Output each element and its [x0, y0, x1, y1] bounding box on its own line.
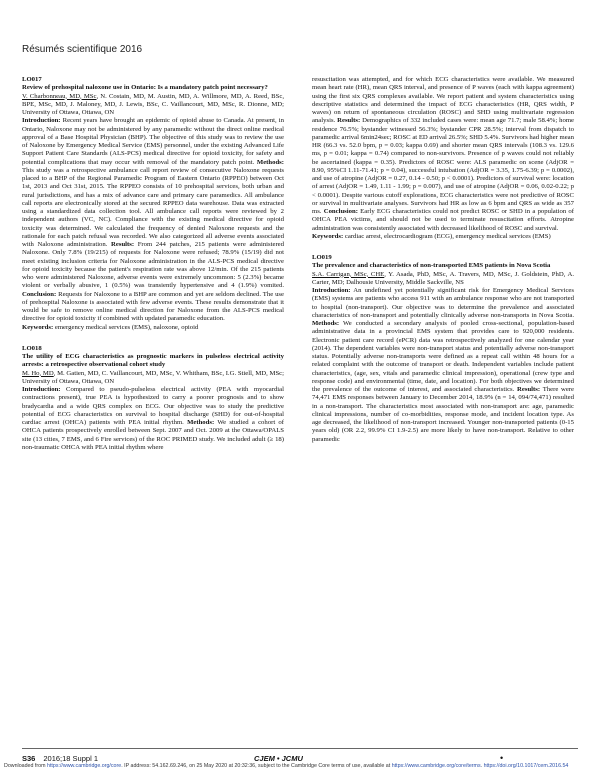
left-column	[22, 76, 284, 452]
abstract-authors	[22, 370, 284, 387]
download-notice	[4, 763, 596, 769]
abstract-body	[22, 386, 284, 452]
section-text: From 244 patches, 215 patients were administered Naloxone. Only 7.8% (19/215) of requests for Naloxone were refused; 78.9% (15/19) did not meet existing inclusion criteria for Naloxone administration in the ALS-PCS medical directive for opioid toxicity because the patient's respiration rate was above 12/min. Of the 215 patients who were administered Naloxone, adverse events were extremely uncommon: 5 (2.3%) became violent or verbally abusive, 1 (0.5%) was transiently hypertensive and 4 (1.9%) vomited.	[22, 241, 284, 290]
keywords-label: Keywords:	[312, 232, 344, 240]
running-header: Résumés scientifique 2016	[22, 44, 143, 55]
section-text: Compared to pseudo-pulseless electrical activity (PEA with myocardial contractions present), true PEA is hypothesized to carry a poorer prognosis and to show bradycardia and a wide QRS complex on ECG. Our objective was to study the predictive potential of ECG characteristics on survival to hospital discharge (SHD) for out-of-hospital cardiac arrest (OHCA) patients with PEA initial rhythm.	[22, 386, 284, 426]
abstract-id: LO017	[22, 76, 42, 83]
section-label: Methods:	[256, 158, 285, 166]
co-authors: , N. Costain, MD, M. Austin, MD, A. Willmore, MD, A. Reed, BSc, BPE, MSc, MD, J. Maloney, MD, J. Lewis, BSc, C. Vaillancourt, MD, MSc, R. Dionne, MD; University of Ottawa, Ottawa, ON	[22, 92, 284, 116]
keywords-label: Keywords:	[22, 323, 54, 331]
abstract-body	[312, 287, 574, 444]
section-text: We conducted a secondary analysis of pooled cross-sectional, population-based administrative data in a provincial EMS system that provides care to 920,000 residents. Electronic patient care record (ePCR) data was retrospectively analyzed for one calendar year (2014). The dependent variables were non-transport status and potentially adverse non-transport status. Potentially adverse non-transports were defined as a repeat call within 48 hours for a related complaint with the outcome of transport or death. Independent variables include patient characteristics, (age, sex, vitals and paramedic clinical impression), operational (crew type and response code) and environmental (time, date, and location). For both objectives we determined the prevalence of the outcome of interest, and associated characteristics.	[312, 320, 574, 393]
section-label: Conclusion:	[323, 208, 358, 215]
abstract-id: LO018	[22, 344, 42, 352]
abstract-keywords	[312, 233, 574, 241]
section-label: Results:	[517, 386, 541, 393]
section-text: Recent years have brought an epidemic of opioid abuse to Canada. At present, in Ontario, Naloxone may not be administered by any paramedic without the direct online medical approval of a Base Hospital Physician (BHP). The objective of this study was to review the use of Naloxone by Emergency Medical Service (EMS) personnel, under the existing Advanced Life Support Patient Care Standards (ALS-PCS) medical directive for opioid toxicity, for safety and potential complications that may occur with removal of the mandatory patch point.	[22, 117, 284, 166]
section-label: Methods:	[187, 419, 215, 426]
co-authors: , M. Gatien, MD, C. Vaillancourt, MD, MSc, V. Whitham, BSc, I.G. Stiell, MD, MSc; University of Ottawa, Ottawa, ON	[22, 369, 284, 385]
cambridge-core-link[interactable]: https://www.cambridge.org/core	[47, 763, 122, 769]
section-label: Introduction:	[312, 287, 351, 294]
journal-name: CJEM • JCMU	[254, 754, 303, 763]
abstract-title: The utility of ECG characteristics as prognostic markers in pulseless electrical activity arrests: a retrospective observational cohort study	[22, 353, 284, 369]
footer-divider	[22, 748, 578, 749]
abstract-title: Review of prehospital naloxone use in Ontario: Is a mandatory patch point necessary?	[22, 84, 268, 92]
page-number: S36	[22, 754, 36, 763]
abstract-keywords	[22, 324, 284, 332]
co-authors: , Y. Asada, PhD, MSc, A. Travers, MD, MSc, J. Goldstein, PhD, A. Carter, MD; Dalhousie University, Middle Sackville, NS	[312, 270, 574, 286]
presenting-author: M. Ho, MD	[22, 369, 54, 377]
abstract-authors	[22, 93, 284, 118]
page-footer	[22, 754, 578, 763]
presenting-author: V. Charbonneau, MD, MSc	[22, 92, 97, 100]
presenting-author: S.A. Carrigan, MSc, CHE	[312, 270, 385, 278]
section-text: We studied a cohort of OHCA patients prospectively enrolled between Sept. 2007 and Oct. 2009 at the Ottawa/OPALS site (13 cities, 7 EMS, and 6 Fire services) of the ROC PRIMED study. We included adult (≥ 18) non-traumatic OHCA with PEA initial rhythm where	[22, 419, 284, 451]
section-text: Demographics of 332 included cases were: mean age 71.7; male 58.4%; home residence 76.5%; bystander witnessed 56.3%; bystander CPR 28.5%; interval from dispatch to paramedic arrival 6min24sec; ROSC at ED arrival 26.5%; SHD 5.4%. Survivors had higher mean HR (66.3 vs. 52.0 bpm, p = 0.03; kappa 0.69) and shorter mean QRS intervals (108.3 vs. 129.6 ms, p = 0.01; kappa = 0.74) compared to non-survivors. Presence of p waves could not reliably be ascertained (kappa = 0.35). Predictors of ROSC were: ALS paramedic on scene (AdjOR = 8.90, 95%CI 1.11-71.41; p = 0.04), successful intubation (AdjOR = 3.35, 1.75-6.39; p = 0.0002), and use of atropine (AdjOR = 0.27, 0.14 - 0.50; p < 0.0001). Predictors of survival were: location of arrest (AdjOR = 1.49, 1.11 - 1.99; p = 0.007), and use of atropine (AdjOR = 0.06, 0.02-0.22; p < 0.0001). Despite various cutoff explorations, ECG characteristics were not predictive of ROSC or survival in multivariate analyses. Survivors had HR as low as 6 bpm and QRS as wide as 357 ms.	[312, 117, 575, 215]
abstract-body	[22, 117, 284, 323]
section-label: Methods:	[312, 320, 340, 327]
download-text: Downloaded from	[4, 763, 47, 769]
abstract-title: The prevalence and characteristics of non-transported EMS patients in Nova Scotia	[312, 262, 551, 270]
section-text: This study was a retrospective ambulance call report review of consecutive Naloxone requests placed to a BHP of the Regional Paramedic Program of Eastern Ontario (RPPEO) between Oct 1st, 2013 and Oct 31st, 2015. The RPPEO consists of 10 prehospital services, both urban and rural jurisdictions, and has a mix of advance care and primary care paramedics. All ambulance call reports are electronically stored at the secured RPPEO data warehouse. Data was extracted using a standardized data collection tool. All ambulance call reports were reviewed by 2 independent authors (VC, NC). Compliance with the existing medical directive for opioid toxicity was determined. We calculated the frequency of denied Naloxone requests and the rationale for each patch refusal was recorded. We also categorized all adverse events associated with Naloxone administration.	[22, 166, 284, 248]
abstract-body-continued	[312, 76, 574, 233]
issue-info: 2016;18 Suppl 1	[43, 754, 98, 763]
section-label: Introduction:	[22, 386, 61, 393]
terms-link[interactable]: https://www.cambridge.org/core/terms	[391, 763, 481, 769]
bullet-icon: •	[500, 753, 504, 763]
section-text: An undefined yet potentially significant risk for Emergency Medical Services (EMS) systems are patients who access 911 with an ambulance response who are not transported to hospital (non-transport). Our objective was to determine the prevalence and associated characteristics of non-transport and potentially clinically adverse non-transports in Nova Scotia.	[312, 287, 574, 319]
doi-link[interactable]: https://doi.org/10.1017/cem.2016.54	[483, 763, 569, 769]
section-label: Conclusion:	[22, 290, 57, 298]
right-column	[312, 76, 574, 444]
abstract-authors	[312, 271, 574, 288]
download-text: . IP address: 54.162.69.246, on 25 May 2020 at 20:32:36, subject to the Cambridge Core terms of use, available at	[121, 763, 392, 769]
section-text: Early ECG characteristics could not predict ROSC or SHD in a population of OHCA PEA victims, and should not be used to terminate resuscitation efforts. Atropine administration was consistently associated with decreased likelihood of ROSC and survival.	[312, 208, 574, 232]
section-text: resuscitation was attempted, and for which ECG characteristics were available. We measured mean heart rate (HR), mean QRS interval, and presence of P waves (each with kappa agreement) using the first six QRS complexes available. We report patient and system characteristics using descriptive statistics and determined the impact of ECG characteristics (HR, QRS width, P waves) on return of spontaneous circulation (ROSC) and SHD using multivariate regression analysis.	[312, 76, 574, 125]
section-label: Introduction:	[22, 117, 61, 125]
download-text: .	[480, 763, 484, 769]
section-label: Results:	[111, 241, 135, 248]
keywords-text: emergency medical services (EMS), naloxone, opioid	[53, 323, 199, 331]
keywords-text: cardiac arrest, electrocardiogram (ECG), emergency medical services (EMS)	[343, 232, 551, 240]
section-label: Results:	[337, 117, 361, 125]
abstract-id: LO019	[312, 254, 332, 261]
section-text: Requests for Naloxone to a BHP are common and yet are seldom declined. The use of prehospital Naloxone is associated with few adverse events. These results demonstrate that it would be safe to remove online medical direction for Naloxone from the ALS-PCS medical directive for opioid toxicity if combined with updated paramedic education.	[22, 290, 284, 323]
section-text: There were 74,471 EMS responses between January to December 2014, 18.9% (n = 14, 094/74,471) resulted in a non-transport. The characteristics most associated with non-transport are: age, paramedic clinical impressions, number of co-morbidities, response mode, and incident location type. As age decreased, the likelihood of non-transport increased. Younger non-transported patients (0-15 years old) (OR 2.2, 99.9% CI 1.9-2.5) are more likely to have non-transport. Relative to other paramedic	[312, 386, 574, 443]
